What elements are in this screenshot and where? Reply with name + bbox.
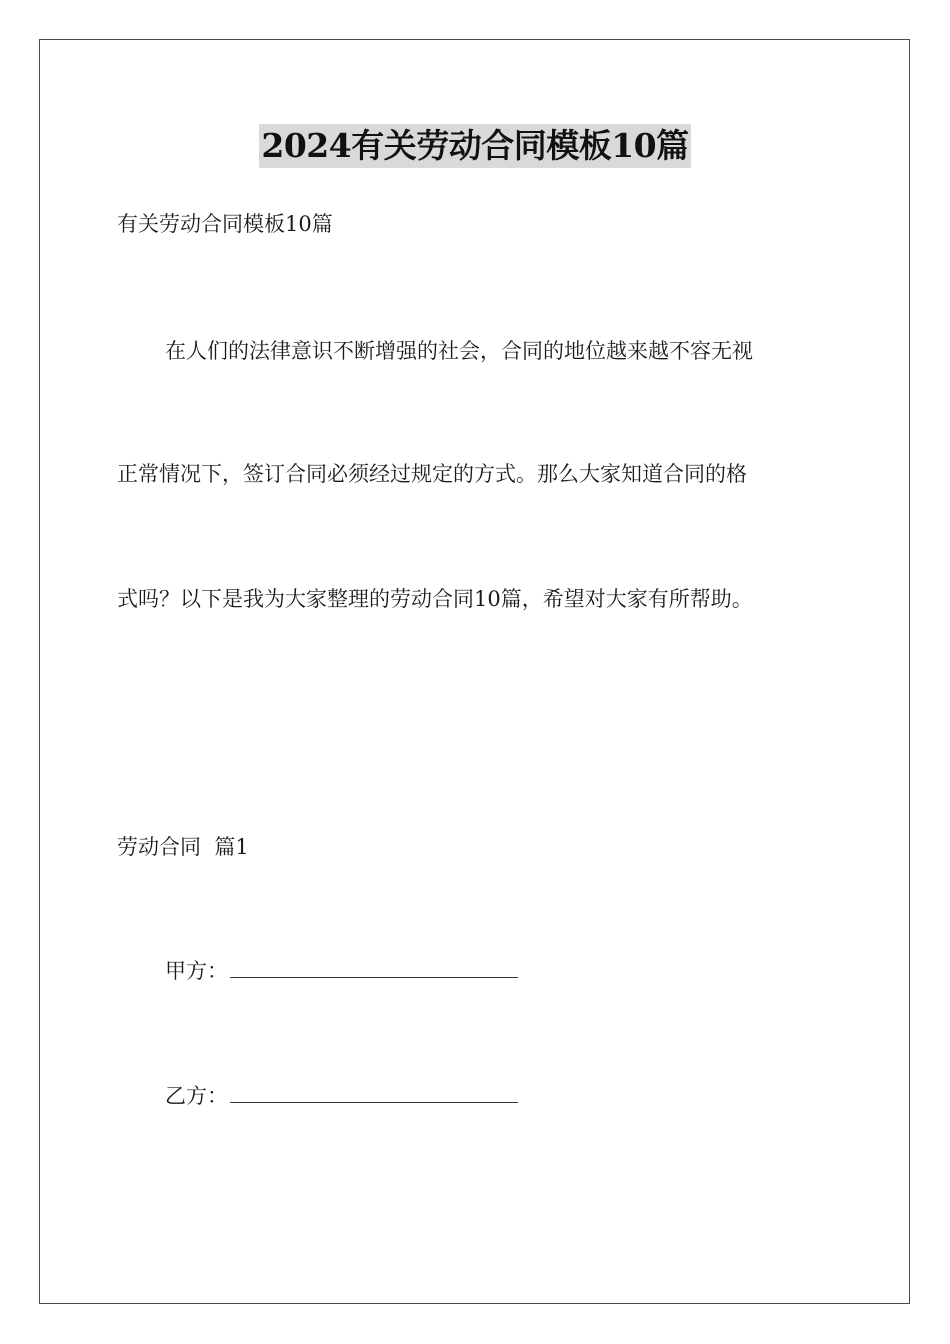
party-a-blank-line[interactable] xyxy=(230,959,518,978)
intro-line-2: 正常情况下，签订合同必须经过规定的方式。那么大家知道合同的格 xyxy=(117,462,747,486)
document-subtitle: 有关劳动合同模板10篇 xyxy=(117,212,333,236)
title-block xyxy=(0,124,950,168)
document-title: 2024有关劳动合同模板10篇 xyxy=(259,124,690,168)
party-b-row xyxy=(165,1082,518,1110)
party-a-row xyxy=(165,957,518,985)
party-b-label: 乙方： xyxy=(165,1084,228,1108)
party-b-blank-line[interactable] xyxy=(230,1084,518,1103)
intro-line-1: 在人们的法律意识不断增强的社会，合同的地位越来越不容无视 xyxy=(165,339,753,363)
party-a-label: 甲方： xyxy=(165,959,228,983)
intro-line-3: 式吗？以下是我为大家整理的劳动合同10篇，希望对大家有所帮助。 xyxy=(117,587,753,611)
section-heading: 劳动合同 篇1 xyxy=(117,835,249,859)
